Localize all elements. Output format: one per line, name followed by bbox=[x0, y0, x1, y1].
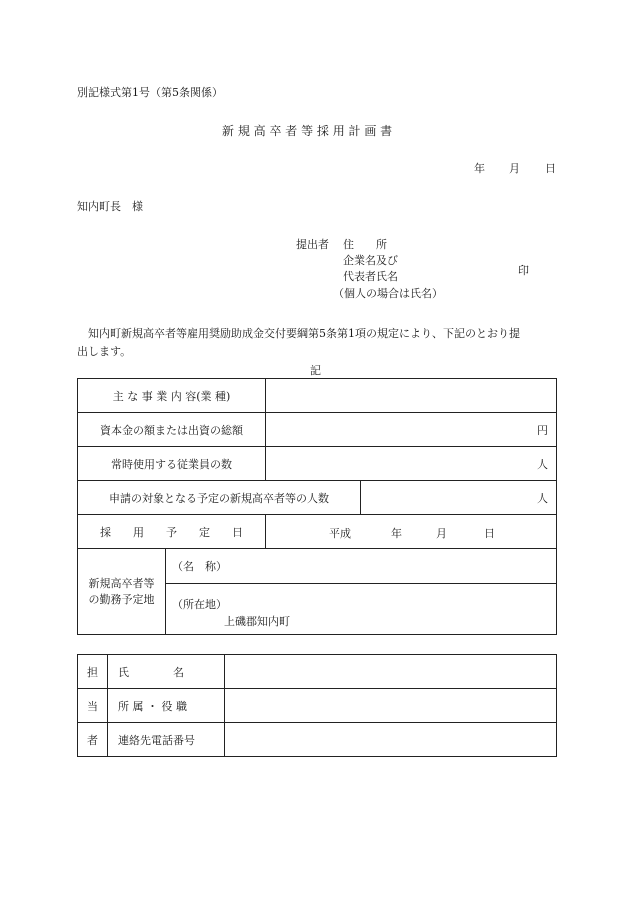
applicant-individual-note: （個人の場合は氏名） bbox=[333, 287, 443, 300]
date-day-label: 日 bbox=[545, 162, 556, 175]
row-planned-hires bbox=[78, 481, 557, 515]
row-capital bbox=[78, 413, 557, 447]
contact-phone-label: 連絡先電話番号 bbox=[108, 723, 225, 757]
main-table bbox=[77, 378, 557, 635]
hire-date-value[interactable] bbox=[266, 515, 557, 549]
hire-date-month: 月 bbox=[436, 526, 447, 540]
workplace-label-line2: の勤務予定地 bbox=[88, 592, 155, 606]
contact-name-label: 氏 名 bbox=[108, 655, 225, 689]
contact-side-1: 担 bbox=[78, 655, 108, 689]
body-text-line2: 出します。 bbox=[77, 345, 132, 358]
contact-name-value[interactable] bbox=[225, 655, 557, 689]
workplace-location-cell[interactable] bbox=[166, 584, 557, 635]
ki-marker: 記 bbox=[310, 364, 321, 377]
planned-hires-label: 申請の対象となる予定の新規高卒者等の人数 bbox=[78, 481, 361, 515]
contact-side-3: 者 bbox=[78, 723, 108, 757]
workplace-location-label: （所在地） bbox=[172, 598, 227, 611]
date-year-label: 年 bbox=[474, 162, 485, 175]
business-label: 主 な 事 業 内 容(業 種) bbox=[78, 379, 266, 413]
body-text-line1: 知内町新規高卒者等雇用奨励助成金交付要綱第5条第1項の規定により、下記のとおり提 bbox=[88, 327, 520, 340]
applicant-company-line2: 代表者氏名 bbox=[343, 270, 398, 283]
workplace-label-line1: 新規高卒者等 bbox=[88, 576, 155, 590]
applicant-label: 提出者 bbox=[296, 238, 329, 251]
contact-table bbox=[77, 654, 557, 757]
workplace-name-cell[interactable]: （名 称） bbox=[166, 549, 557, 584]
applicant-address-label: 住 所 bbox=[343, 238, 387, 251]
capital-label: 資本金の額または出資の総額 bbox=[78, 413, 266, 447]
contact-side-2: 当 bbox=[78, 689, 108, 723]
seal-mark: 印 bbox=[518, 264, 529, 277]
business-value[interactable] bbox=[266, 379, 557, 413]
capital-unit[interactable]: 円 bbox=[266, 413, 557, 447]
row-business bbox=[78, 379, 557, 413]
row-hire-date bbox=[78, 515, 557, 549]
planned-hires-unit[interactable]: 人 bbox=[361, 481, 557, 515]
contact-phone-value[interactable] bbox=[225, 723, 557, 757]
contact-department-value[interactable] bbox=[225, 689, 557, 723]
document-title: 新 規 高 卒 者 等 採 用 計 画 書 bbox=[222, 124, 393, 138]
hire-date-year: 年 bbox=[391, 526, 402, 540]
date-month-label: 月 bbox=[509, 162, 520, 175]
contact-row-name bbox=[78, 655, 557, 689]
hire-date-day: 日 bbox=[484, 526, 495, 540]
addressee: 知内町長 様 bbox=[77, 200, 143, 213]
row-workplace-name bbox=[78, 549, 557, 584]
workplace-label bbox=[78, 549, 166, 635]
hire-date-label: 採 用 予 定 日 bbox=[78, 515, 266, 549]
hire-date-era: 平成 bbox=[329, 526, 351, 540]
employees-label: 常時使用する従業員の数 bbox=[78, 447, 266, 481]
contact-row-department bbox=[78, 689, 557, 723]
contact-department-label: 所 属 ・ 役 職 bbox=[108, 689, 225, 723]
employees-unit[interactable]: 人 bbox=[266, 447, 557, 481]
contact-row-phone bbox=[78, 723, 557, 757]
workplace-town: 上磯郡知内町 bbox=[224, 615, 290, 628]
form-number: 別記様式第1号（第5条関係） bbox=[77, 86, 223, 99]
applicant-company-line1: 企業名及び bbox=[343, 254, 398, 267]
row-employees bbox=[78, 447, 557, 481]
